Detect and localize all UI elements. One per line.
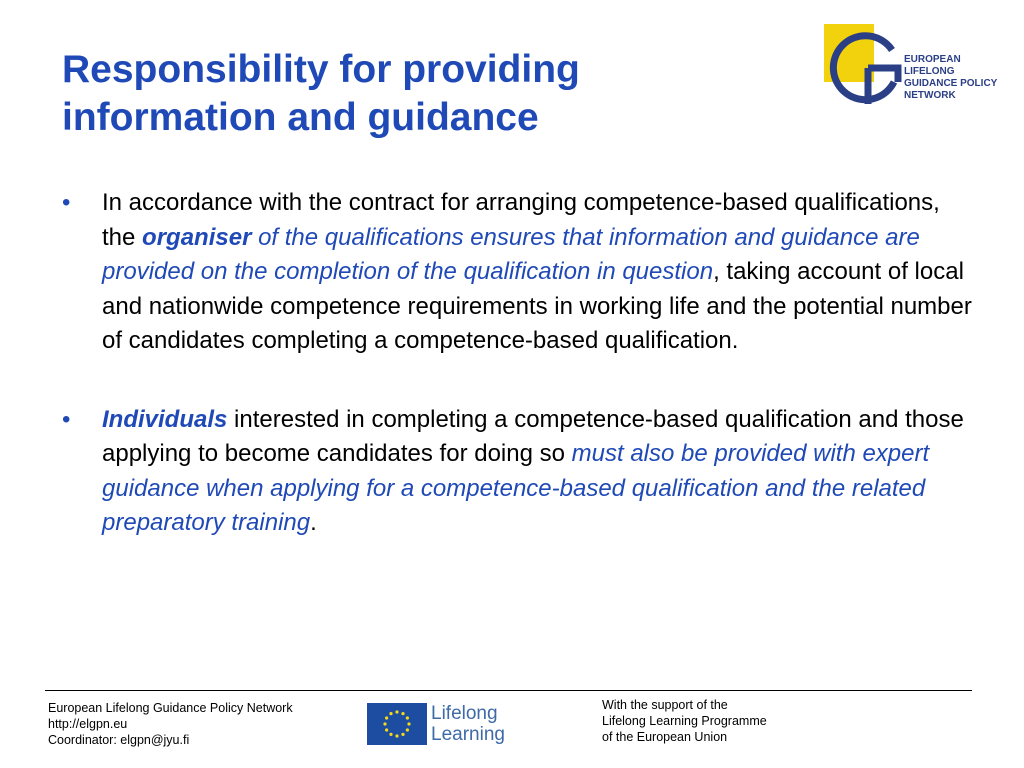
elgpn-logo-icon: [822, 22, 906, 106]
bullet-item-organiser: [62, 186, 974, 359]
bullet-marker: •: [62, 189, 71, 216]
elgpn-logo-text: [904, 54, 999, 102]
footer-divider: [45, 690, 972, 691]
bullet-1-emphasis-organiser: organiser: [142, 223, 252, 251]
eu-star-icon: [401, 712, 404, 715]
logo-line-1: EUROPEAN LIFELONG: [904, 54, 961, 77]
footer-support-note: [602, 697, 767, 745]
bullet-2-text-1: interested in completing a competence-based qualification and those applying to become candidates for doing so: [102, 405, 964, 467]
eu-star-icon: [395, 734, 398, 737]
eu-star-icon: [383, 722, 386, 725]
bullet-1-highlight: of the qualifications ensures that information and guidance are provided on the completion of the qualification in question: [102, 223, 920, 285]
eu-star-icon: [389, 733, 392, 736]
bullet-marker: •: [62, 405, 71, 433]
eu-star-icon: [385, 728, 388, 731]
title-line-1: Responsibility for providing: [62, 48, 580, 91]
eu-star-icon: [406, 728, 409, 731]
bullet-list: [62, 186, 974, 585]
programme-logo-line-2: Learning: [431, 724, 505, 745]
programme-logo-line-1: Lifelong: [431, 703, 498, 724]
footer-network-name: European Lifelong Guidance Policy Network: [48, 701, 293, 715]
bullet-1-text-2: , taking account of local and nationwide competence requirements in working life and the potential number of candidates completing a competence-based qualification.: [102, 258, 972, 354]
lifelong-learning-wordmark: [431, 703, 505, 745]
footer-url-link[interactable]: http://elgpn.eu: [48, 717, 128, 731]
lifelong-learning-logo: [367, 703, 512, 749]
eu-star-icon: [406, 716, 409, 719]
bullet-1-text-1: In accordance with the contract for arranging competence-based qualifications, the: [102, 189, 940, 251]
bullet-item-individuals: [62, 403, 974, 541]
support-line-3: of the European Union: [602, 730, 728, 744]
eu-star-icon: [395, 710, 398, 713]
footer-coordinator: Coordinator: elgpn@jyu.fi: [48, 733, 190, 747]
eu-star-icon: [389, 712, 392, 715]
eu-star-icon: [407, 722, 410, 725]
eu-flag-icon: [367, 703, 427, 745]
eu-star-icon: [385, 716, 388, 719]
logo-line-3: NETWORK: [904, 90, 956, 101]
title-line-2: information and guidance: [62, 96, 539, 139]
slide-title: [62, 46, 762, 142]
bullet-2-emphasis-individuals: Individuals: [102, 405, 228, 433]
footer-network-info: [48, 700, 293, 748]
eu-star-icon: [401, 733, 404, 736]
support-line-1: With the support of the: [602, 698, 728, 712]
logo-line-2: GUIDANCE POLICY: [904, 78, 998, 89]
support-line-2: Lifelong Learning Programme: [602, 714, 767, 728]
elgpn-logo: [822, 22, 997, 106]
bullet-2-text-2: .: [310, 509, 317, 536]
bullet-2-highlight: must also be provided with expert guidance when applying for a competence-based qualification and the related preparatory training: [102, 440, 930, 536]
